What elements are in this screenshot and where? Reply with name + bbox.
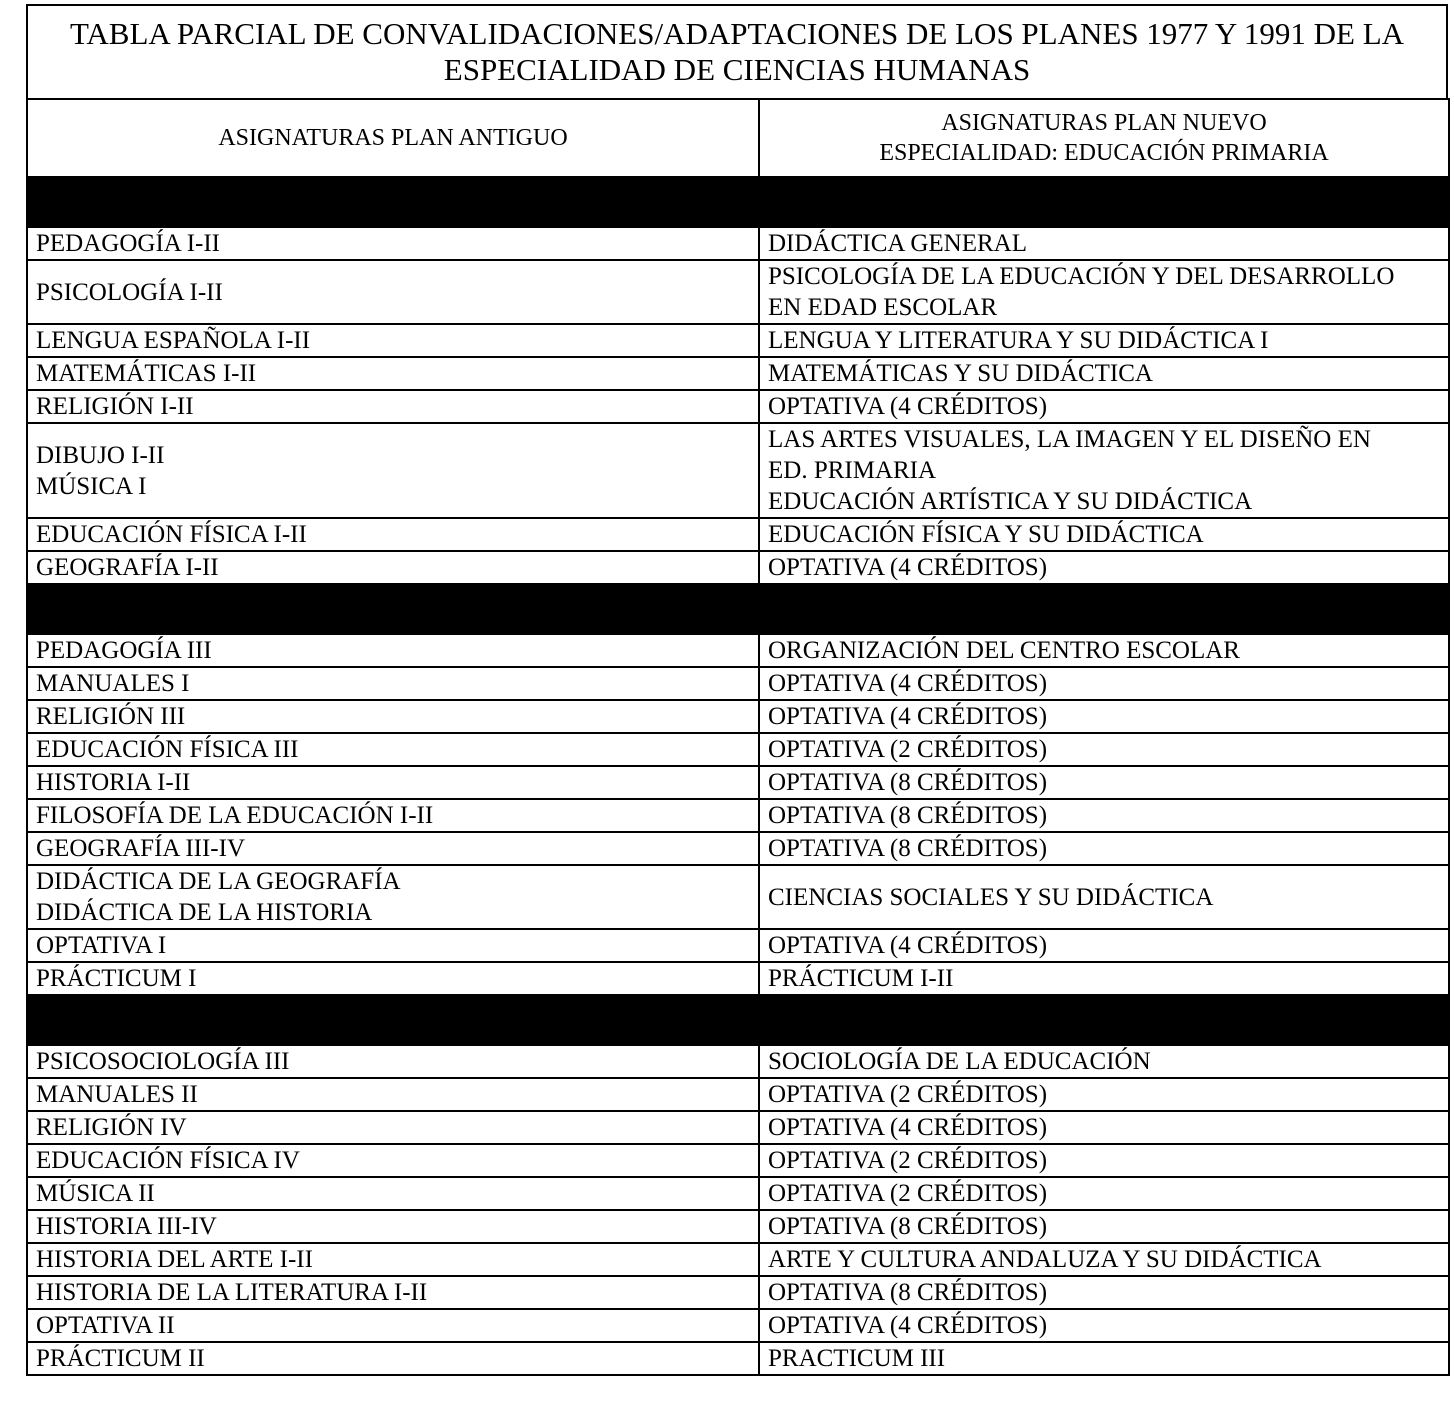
table-row [27, 1309, 1449, 1342]
table-row [27, 1210, 1449, 1243]
old-plan-subject-cell: PRÁCTICUM II [27, 1342, 759, 1375]
section-band [27, 995, 1449, 1045]
old-plan-subject-cell: HISTORIA DE LA LITERATURA I-II [27, 1276, 759, 1309]
section-band-cell [27, 995, 1449, 1045]
new-plan-subject-cell: OPTATIVA (4 CRÉDITOS) [759, 390, 1449, 423]
new-plan-subject-cell: OPTATIVA (8 CRÉDITOS) [759, 1210, 1449, 1243]
old-plan-subject-cell: MANUALES II [27, 1078, 759, 1111]
table-row [27, 1144, 1449, 1177]
table-row [27, 667, 1449, 700]
old-plan-subject-cell: PSICOSOCIOLOGÍA III [27, 1045, 759, 1078]
new-plan-subject-cell: PRÁCTICUM I-II [759, 962, 1449, 995]
table-row [27, 423, 1449, 518]
table-row [27, 865, 1449, 929]
section-band-cell [27, 177, 1449, 227]
new-plan-subject-cell: ORGANIZACIÓN DEL CENTRO ESCOLAR [759, 634, 1449, 667]
table-row [27, 227, 1449, 260]
new-plan-subject-cell: LAS ARTES VISUALES, LA IMAGEN Y EL DISEÑO EN ED. PRIMARIA EDUCACIÓN ARTÍSTICA Y SU DIDÁCTICA [759, 423, 1449, 518]
old-plan-subject-cell: PRÁCTICUM I [27, 962, 759, 995]
document-page [26, 4, 1448, 1376]
table-row [27, 832, 1449, 865]
old-plan-subject-cell: HISTORIA III-IV [27, 1210, 759, 1243]
table-row [27, 1045, 1449, 1078]
new-plan-subject-cell: OPTATIVA (8 CRÉDITOS) [759, 1276, 1449, 1309]
new-plan-subject-cell: ARTE Y CULTURA ANDALUZA Y SU DIDÁCTICA [759, 1243, 1449, 1276]
old-plan-subject-cell: EDUCACIÓN FÍSICA IV [27, 1144, 759, 1177]
table-title: TABLA PARCIAL DE CONVALIDACIONES/ADAPTACIONES DE LOS PLANES 1977 Y 1991 DE LA ESPECIALIDAD DE CIENCIAS HUMANAS [26, 4, 1448, 98]
old-plan-subject-cell: MANUALES I [27, 667, 759, 700]
section-band [27, 584, 1449, 634]
table-row [27, 260, 1449, 324]
table-row [27, 733, 1449, 766]
old-plan-subject-cell: RELIGIÓN I-II [27, 390, 759, 423]
old-plan-subject-cell: PEDAGOGÍA I-II [27, 227, 759, 260]
section-band-cell [27, 584, 1449, 634]
new-plan-subject-cell: OPTATIVA (8 CRÉDITOS) [759, 766, 1449, 799]
new-plan-subject-cell: OPTATIVA (2 CRÉDITOS) [759, 733, 1449, 766]
table-row [27, 324, 1449, 357]
table-row [27, 766, 1449, 799]
table-row [27, 700, 1449, 733]
table-row [27, 1342, 1449, 1375]
new-plan-subject-cell: OPTATIVA (2 CRÉDITOS) [759, 1078, 1449, 1111]
section-band [27, 177, 1449, 227]
old-plan-subject-cell: LENGUA ESPAÑOLA I-II [27, 324, 759, 357]
old-plan-subject-cell: HISTORIA DEL ARTE I-II [27, 1243, 759, 1276]
header-row [27, 99, 1449, 177]
new-plan-subject-cell: OPTATIVA (4 CRÉDITOS) [759, 1111, 1449, 1144]
old-plan-subject-cell: OPTATIVA II [27, 1309, 759, 1342]
new-plan-subject-cell: OPTATIVA (2 CRÉDITOS) [759, 1144, 1449, 1177]
new-plan-subject-cell: OPTATIVA (4 CRÉDITOS) [759, 929, 1449, 962]
table-row [27, 799, 1449, 832]
old-plan-subject-cell: PEDAGOGÍA III [27, 634, 759, 667]
new-plan-subject-cell: OPTATIVA (8 CRÉDITOS) [759, 799, 1449, 832]
new-plan-subject-cell: OPTATIVA (4 CRÉDITOS) [759, 1309, 1449, 1342]
old-plan-subject-cell: EDUCACIÓN FÍSICA I-II [27, 518, 759, 551]
table-row [27, 357, 1449, 390]
new-plan-subject-cell: OPTATIVA (4 CRÉDITOS) [759, 667, 1449, 700]
table-row [27, 1276, 1449, 1309]
old-plan-subject-cell: MATEMÁTICAS I-II [27, 357, 759, 390]
new-plan-subject-cell: EDUCACIÓN FÍSICA Y SU DIDÁCTICA [759, 518, 1449, 551]
new-plan-subject-cell: OPTATIVA (4 CRÉDITOS) [759, 551, 1449, 584]
table-row [27, 1078, 1449, 1111]
new-plan-subject-cell: LENGUA Y LITERATURA Y SU DIDÁCTICA I [759, 324, 1449, 357]
new-plan-subject-cell: OPTATIVA (2 CRÉDITOS) [759, 1177, 1449, 1210]
new-plan-subject-cell: OPTATIVA (4 CRÉDITOS) [759, 700, 1449, 733]
column-header-old-plan: ASIGNATURAS PLAN ANTIGUO [27, 99, 759, 177]
table-row [27, 518, 1449, 551]
new-plan-subject-cell: SOCIOLOGÍA DE LA EDUCACIÓN [759, 1045, 1449, 1078]
new-plan-subject-cell: DIDÁCTICA GENERAL [759, 227, 1449, 260]
old-plan-subject-cell: RELIGIÓN III [27, 700, 759, 733]
new-plan-subject-cell: MATEMÁTICAS Y SU DIDÁCTICA [759, 357, 1449, 390]
old-plan-subject-cell: MÚSICA II [27, 1177, 759, 1210]
new-plan-subject-cell: OPTATIVA (8 CRÉDITOS) [759, 832, 1449, 865]
old-plan-subject-cell: PSICOLOGÍA I-II [27, 260, 759, 324]
table-row [27, 634, 1449, 667]
old-plan-subject-cell: GEOGRAFÍA I-II [27, 551, 759, 584]
table-row [27, 551, 1449, 584]
table-row [27, 1243, 1449, 1276]
old-plan-subject-cell: HISTORIA I-II [27, 766, 759, 799]
new-plan-subject-cell: CIENCIAS SOCIALES Y SU DIDÁCTICA [759, 865, 1449, 929]
old-plan-subject-cell: EDUCACIÓN FÍSICA III [27, 733, 759, 766]
table-row [27, 390, 1449, 423]
old-plan-subject-cell: DIDÁCTICA DE LA GEOGRAFÍA DIDÁCTICA DE LA HISTORIA [27, 865, 759, 929]
table-row [27, 1111, 1449, 1144]
convalidation-table [26, 98, 1450, 1376]
old-plan-subject-cell: OPTATIVA I [27, 929, 759, 962]
table-row [27, 962, 1449, 995]
table-row [27, 929, 1449, 962]
table-body [27, 177, 1449, 1375]
old-plan-subject-cell: FILOSOFÍA DE LA EDUCACIÓN I-II [27, 799, 759, 832]
table-row [27, 1177, 1449, 1210]
new-plan-subject-cell: PRACTICUM III [759, 1342, 1449, 1375]
column-header-new-plan: ASIGNATURAS PLAN NUEVO ESPECIALIDAD: EDUCACIÓN PRIMARIA [759, 99, 1449, 177]
new-plan-subject-cell: PSICOLOGÍA DE LA EDUCACIÓN Y DEL DESARROLLO EN EDAD ESCOLAR [759, 260, 1449, 324]
old-plan-subject-cell: RELIGIÓN IV [27, 1111, 759, 1144]
old-plan-subject-cell: GEOGRAFÍA III-IV [27, 832, 759, 865]
old-plan-subject-cell: DIBUJO I-II MÚSICA I [27, 423, 759, 518]
